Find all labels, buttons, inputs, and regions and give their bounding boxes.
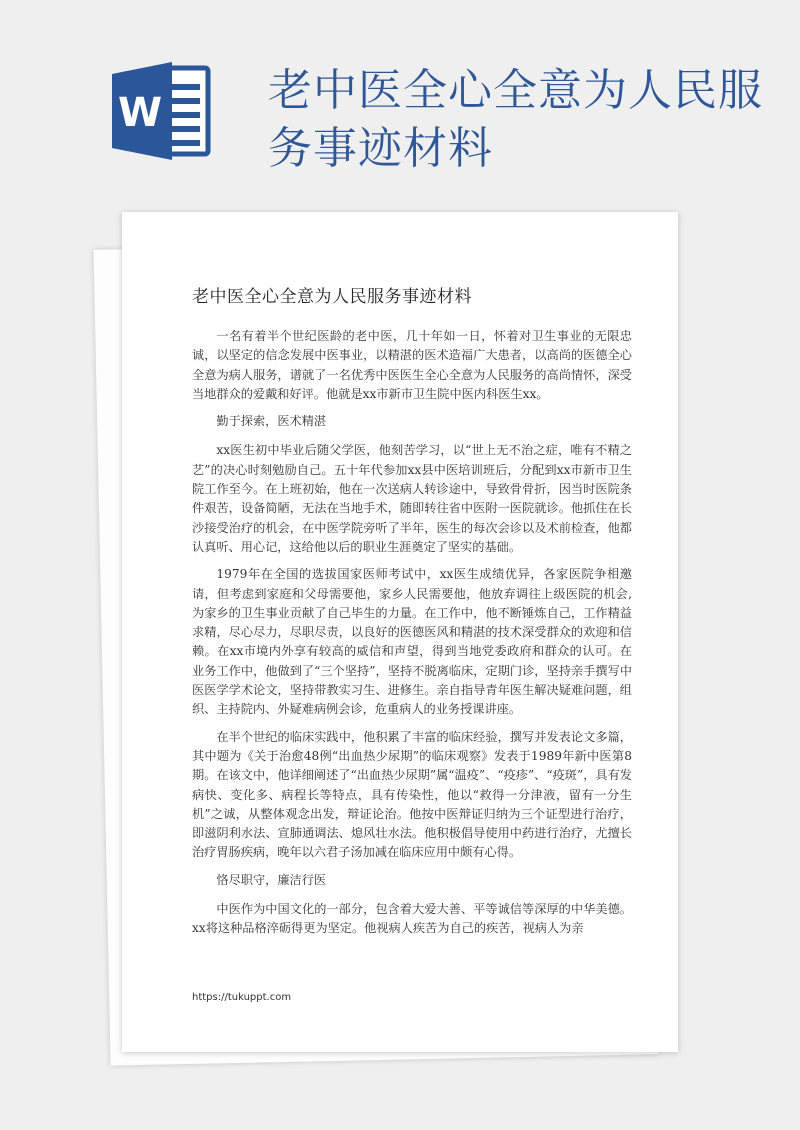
document-title: 老中医全心全意为人民服务事迹材料 (192, 287, 472, 307)
section-heading: 勤于探索，医术精湛 (216, 414, 327, 429)
paragraph: xx医生初中毕业后随父学医，他刻苦学习，以“世上无不治之症，唯有不精之艺”的决心时刻勉励自己。五十年代参加xx县中医培训班后，分配到xx市新市卫生院工作至今。在上班初始，他在一次送病人转诊途中，导致骨骨折，因当时医院条件艰苦，设备简陋，无法在当地手术，随即转往省中医附一医院就诊。他抓住在长沙接受治疗的机会，在中医学院旁听了半年，医生的每次会诊以及术前检查，他都认真听、用心记，这给他以后的职业生涯奠定了坚实的基础。 (192, 443, 632, 554)
section-heading: 恪尽职守，廉洁行医 (216, 872, 327, 887)
header (0, 0, 800, 200)
document-body (192, 327, 632, 947)
paragraph: 中医作为中国文化的一部分，包含着大爱大善、平等诚信等深厚的中华美德。xx将这种品格淬砺得更为坚定。他视病人疾苦为自己的疾苦，视病人为亲 (192, 902, 632, 936)
document-page (122, 212, 678, 1052)
paragraph: 在半个世纪的临床实践中，他积累了丰富的临床经验，撰写并发表论文多篇，其中题为《关于治愈48例“出血热少尿期”的临床观察》发表于1989年新中医第8期。在该文中，他详细阐述了“出血热少尿期”属“温疫”、“疫疹”、“疫斑”，具有发病快、变化多、病程长等特点，具有传染性，他以“救得一分津液，留有一分生机”之诚，从整体观念出发，辩证论治。他按中医辩证归纳为三个证型进行治疗，即滋阴利水法、宣肺通调法、熄风壮水法。他积极倡导使用中药进行治疗，尤擅长治疗胃肠疾病，晚年以六君子汤加减在临床应用中颇有心得。 (192, 729, 632, 860)
source-url: https://tukuppt.com (192, 992, 292, 1003)
logo-letter: W (117, 90, 163, 136)
word-document-icon (112, 62, 212, 160)
banner-title: 老中医全心全意为人民服务事迹材料 (268, 65, 763, 174)
paragraph: 1979年在全国的选拔国家医师考试中，xx医生成绩优异，各家医院争相邀请，但考虑到家庭和父母需要他，家乡人民需要他，他放弃调往上级医院的机会,为家乡的卫生事业贡献了自己毕生的力量。在工作中，他不断锤炼自己，工作精益求精，尽心尽力，尽职尽责，以良好的医德医风和精湛的技术深受群众的欢迎和信赖。在xx市境内外享有较高的威信和声望，得到当地党委政府和群众的认可。在业务工作中，他做到了“三个坚持”，坚持不脱离临床，定期门诊，坚持亲手撰写中医医学学术论文，坚持带教实习生、进修生。亲自指导青年医生解决疑难问题，组织、主持院内、外疑难病例会诊，危重病人的业务授课讲座。 (192, 567, 632, 717)
paragraph: 一名有着半个世纪医龄的老中医，几十年如一日，怀着对卫生事业的无限忠诚，以坚定的信念发展中医事业，以精湛的医术造福广大患者，以高尚的医德全心全意为病人服务，谱就了一名优秀中医医生全心全意为人民服务的高尚情怀，深受当地群众的爱戴和好评。他就是xx市新市卫生院中医内科医生xx。 (192, 329, 632, 401)
